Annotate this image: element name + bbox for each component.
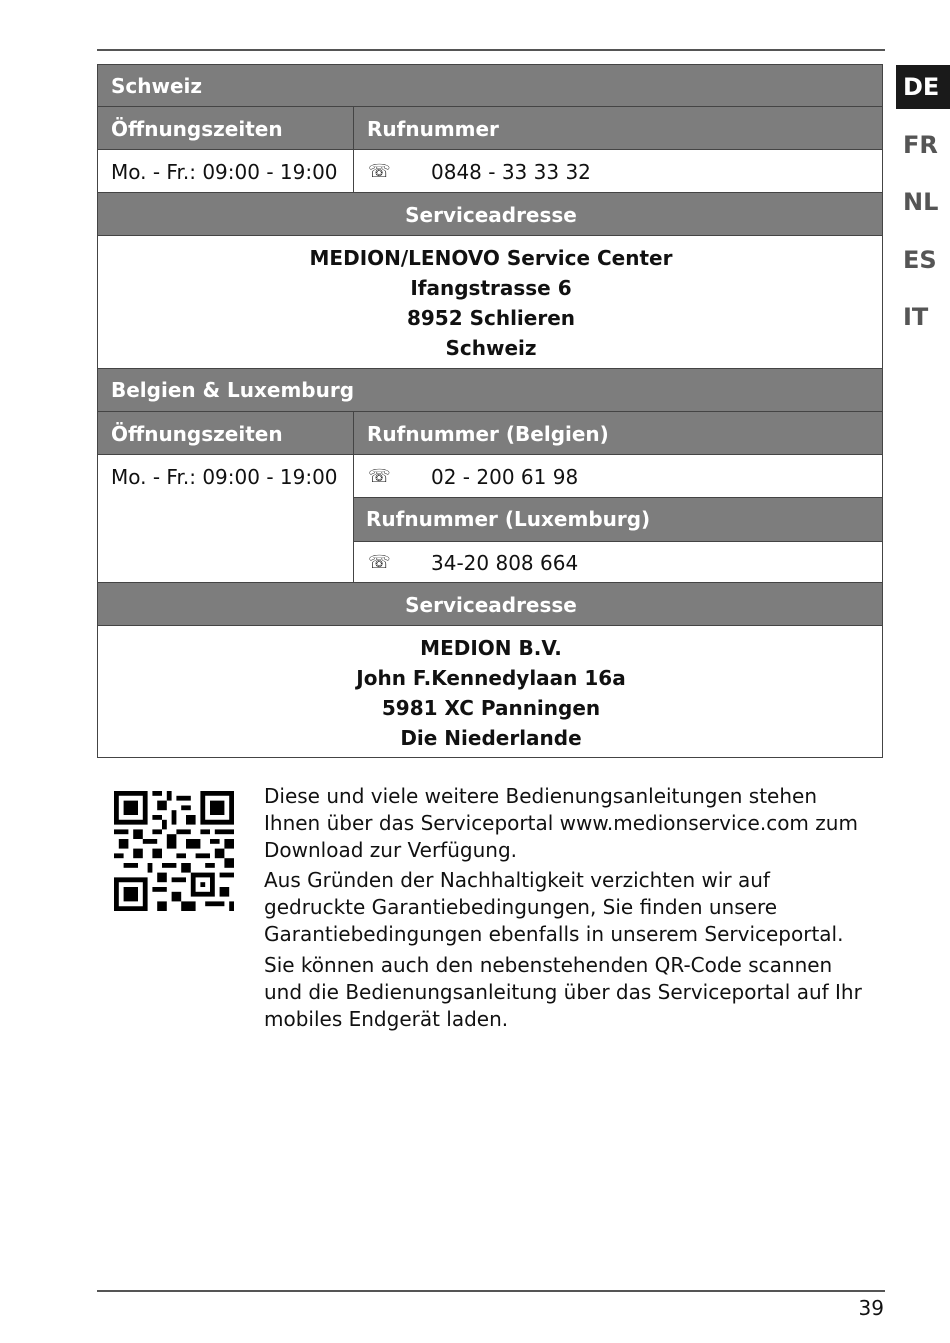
schweiz-header-row [97, 106, 883, 150]
schweiz-address-block [97, 235, 883, 369]
info-paragraph-1: Diese und viele weitere Bedienungsanleitungen stehen Ihnen über das Serviceportal www.medionservice.com zum Download zur Verfügung. [264, 784, 858, 862]
phone-be-header: Rufnummer (Belgien) [367, 422, 609, 446]
phone-lu-header-cell [354, 497, 882, 542]
phone-icon: ☏ [368, 161, 391, 182]
phone-lu-header: Rufnummer (Luxemburg) [366, 507, 651, 531]
address-line: 5981 XC Panningen [381, 696, 601, 720]
phone-icon: ☏ [368, 552, 391, 573]
address-line: Schweiz [445, 336, 537, 360]
service-table [97, 64, 885, 758]
address-line: 8952 Schlieren [406, 306, 576, 330]
lang-tab-de[interactable]: DE [896, 65, 950, 109]
lang-tab-es[interactable]: ES [903, 246, 937, 274]
service-header: Serviceadresse [405, 203, 577, 227]
benelux-address-block [97, 625, 883, 758]
benelux-header-row [97, 411, 883, 455]
service-header: Serviceadresse [405, 593, 577, 617]
schweiz-title-row [97, 64, 883, 107]
hours-value: Mo. - Fr.: 09:00 - 19:00 [111, 160, 338, 184]
info-paragraph-3: Sie können auch den nebenstehenden QR-Code scannen und die Bedienungsanleitung über das Serviceportal auf Ihr mobiles Endgerät laden. [264, 953, 862, 1031]
bottom-rule [97, 1290, 885, 1292]
benelux-data-block [97, 454, 883, 583]
column-divider [353, 150, 354, 192]
lang-tab-it[interactable]: IT [903, 303, 929, 331]
address-line: MEDION B.V. [420, 636, 562, 660]
address-line: MEDION/LENOVO Service Center [309, 246, 673, 270]
benelux-title: Belgien & Luxemburg [111, 378, 355, 402]
lang-tab-nl[interactable]: NL [903, 188, 939, 216]
info-paragraph-2: Aus Gründen der Nachhaltigkeit verzichten wir auf gedruckte Garantiebedingungen, Sie finden unsere Garantiebedingungen ebenfalls in unserem Serviceportal. [264, 868, 844, 946]
phone-be-value: 02 - 200 61 98 [431, 465, 579, 489]
column-divider [353, 107, 354, 149]
address-line: Ifangstrasse 6 [410, 276, 572, 300]
address-line: John F.Kennedylaan 16a [356, 666, 626, 690]
schweiz-service-header [97, 192, 883, 236]
top-rule [97, 49, 885, 51]
phone-icon: ☏ [368, 466, 391, 487]
lang-tab-fr[interactable]: FR [903, 131, 938, 159]
hours-value: Mo. - Fr.: 09:00 - 19:00 [111, 465, 338, 489]
schweiz-data-row [97, 149, 883, 193]
phone-header: Rufnummer [367, 117, 499, 141]
benelux-title-row [97, 368, 883, 412]
benelux-service-header [97, 582, 883, 626]
column-divider [353, 412, 354, 454]
address-line: Die Niederlande [400, 726, 582, 750]
page-number: 39 [858, 1296, 884, 1320]
qr-code-icon[interactable] [114, 791, 234, 911]
hours-header: Öffnungszeiten [111, 422, 283, 446]
schweiz-title: Schweiz [111, 74, 203, 98]
phone-lu-value: 34-20 808 664 [431, 551, 579, 575]
hours-header: Öffnungszeiten [111, 117, 283, 141]
phone-value: 0848 - 33 33 32 [431, 160, 591, 184]
